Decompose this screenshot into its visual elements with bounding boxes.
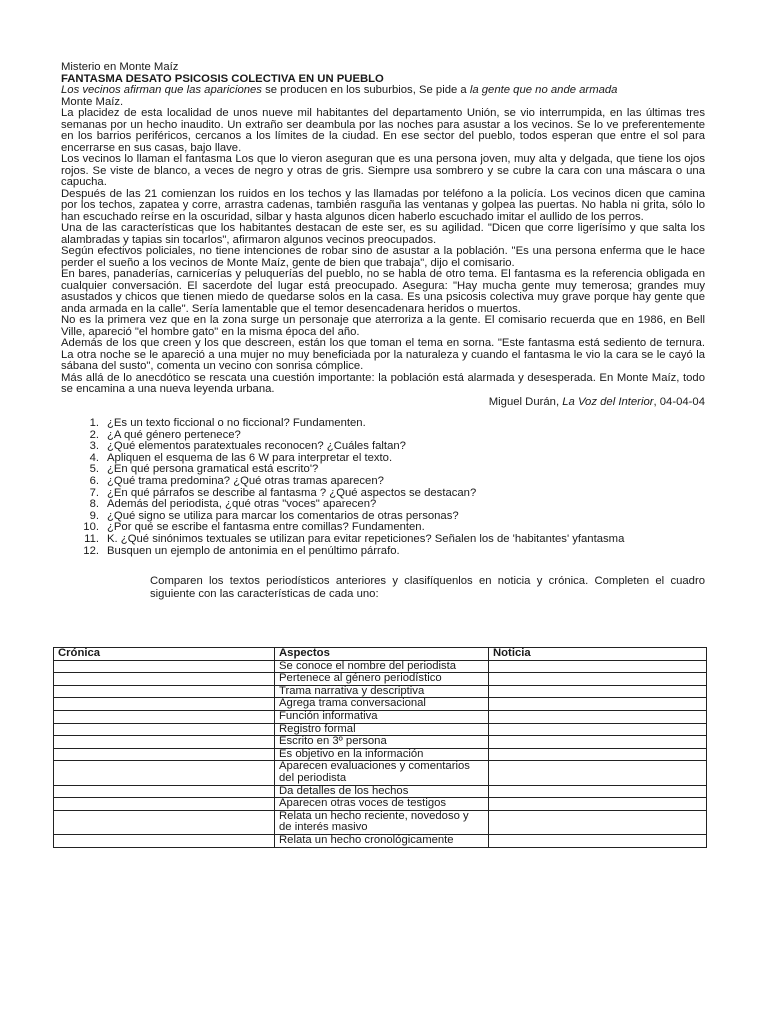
question-number: 1. bbox=[89, 417, 99, 429]
cronica-cell[interactable] bbox=[54, 698, 275, 711]
cronica-cell[interactable] bbox=[54, 810, 275, 834]
aspect-cell: Trama narrativa y descriptiva bbox=[275, 685, 489, 698]
aspect-cell: Aparecen otras voces de testigos bbox=[275, 798, 489, 811]
table-row bbox=[54, 660, 707, 673]
question-number: 4. bbox=[89, 451, 99, 464]
noticia-cell[interactable] bbox=[489, 685, 707, 698]
table-row bbox=[54, 736, 707, 749]
article-location: Monte Maíz. bbox=[61, 95, 124, 108]
question-text: ¿En qué persona gramatical está escrito'? bbox=[107, 463, 319, 476]
question-number: 10. bbox=[83, 521, 99, 534]
table-row bbox=[54, 798, 707, 811]
signature-author: Miguel Durán, bbox=[488, 395, 563, 408]
aspect-cell: Agrega trama conversacional bbox=[275, 698, 489, 711]
cronica-cell[interactable] bbox=[54, 834, 275, 847]
table-row bbox=[54, 785, 707, 798]
question-number: 3. bbox=[89, 440, 99, 453]
article-paragraph: No es la primera vez que en la zona surge un personaje que aterroriza a la gente. El comisario recuerda que en 1986, en Bell Ville, apareció "el hombre gato" en la misma época del año. bbox=[61, 314, 705, 338]
article-signature bbox=[61, 397, 705, 409]
question-item bbox=[61, 476, 705, 488]
article-subhead bbox=[61, 85, 705, 97]
table-instruction: Comparen los textos periodísticos anteriores y clasifíquenlos en noticia y crónica. Completen el cuadro siguiente con las características de cada uno: bbox=[150, 575, 705, 601]
question-text: ¿A qué género pertenece? bbox=[107, 428, 241, 441]
noticia-cell[interactable] bbox=[489, 673, 707, 686]
cronica-cell[interactable] bbox=[54, 673, 275, 686]
article-page bbox=[61, 62, 705, 601]
cronica-cell[interactable] bbox=[54, 748, 275, 761]
table-row bbox=[54, 685, 707, 698]
question-number: 11. bbox=[84, 532, 99, 545]
question-text: ¿Qué signo se utiliza para marcar los comentarios de otras personas? bbox=[107, 509, 459, 522]
question-number: 12. bbox=[83, 544, 99, 557]
aspect-cell: Escrito en 3º persona bbox=[275, 736, 489, 749]
signature-date: , 04-04-04 bbox=[653, 395, 705, 408]
cronica-cell[interactable] bbox=[54, 710, 275, 723]
subhead-part-b: se producen en los suburbios bbox=[261, 84, 413, 96]
noticia-cell[interactable] bbox=[489, 736, 707, 749]
question-number: 7. bbox=[89, 486, 99, 499]
noticia-cell[interactable] bbox=[489, 785, 707, 798]
article-paragraph: Más allá de lo anecdótico se rescata una cuestión importante: la población está alarmada y desesperada. En Monte Maíz, todo se encamina a una nueva leyenda urbana. bbox=[61, 371, 705, 395]
noticia-cell[interactable] bbox=[489, 810, 707, 834]
noticia-cell[interactable] bbox=[489, 834, 707, 847]
aspect-cell: Relata un hecho reciente, novedoso y de interés masivo bbox=[275, 810, 489, 834]
aspect-cell: Da detalles de los hechos bbox=[275, 785, 489, 798]
subhead-part-c: , Se pide a bbox=[412, 84, 470, 96]
question-text: ¿Qué trama predomina? ¿Qué otras tramas aparecen? bbox=[107, 474, 384, 487]
header-noticia: Noticia bbox=[489, 648, 707, 661]
question-text: Además del periodista, ¿qué otras "voces" aparecen? bbox=[107, 498, 377, 511]
question-text: Apliquen el esquema de las 6 W para interpretar el texto. bbox=[107, 451, 393, 464]
aspect-cell: Función informativa bbox=[275, 710, 489, 723]
aspect-cell: Pertenece al género periodístico bbox=[275, 673, 489, 686]
table-row bbox=[54, 748, 707, 761]
cronica-cell[interactable] bbox=[54, 736, 275, 749]
question-text: K. ¿Qué sinónimos textuales se utilizan para evitar repeticiones? Señalen los de 'habitantes' yfantasma bbox=[107, 532, 625, 545]
cronica-cell[interactable] bbox=[54, 798, 275, 811]
noticia-cell[interactable] bbox=[489, 798, 707, 811]
article-paragraph: Una de las características que los habitantes destacan de este ser, es su agilidad. "Dicen que corre ligerísimo y que salta los alambradas y tapias sin tocarlos", afirmaron algunos vecinos preocupados. bbox=[61, 222, 705, 246]
article-paragraph: Además de los que creen y los que descreen, están los que toman el tema en sorna. "Este fantasma está sediento de ternura. La otra noche se le apareció a una mujer no muy beneficiada por la naturaleza y cuando el fantasma le vio la cara se le cayó la sábana del susto", comenta un vecino con sonrisa cómplice. bbox=[61, 337, 705, 372]
subhead-part-d: la gente que no ande armada bbox=[469, 84, 618, 96]
cronica-cell[interactable] bbox=[54, 685, 275, 698]
noticia-cell[interactable] bbox=[489, 710, 707, 723]
table-row bbox=[54, 698, 707, 711]
table-row bbox=[54, 834, 707, 847]
cronica-cell[interactable] bbox=[54, 785, 275, 798]
article-paragraph: En bares, panaderías, carnicerías y peluquerías del pueblo, no se habla de otro tema. El fantasma es la referencia obligada en cualquier conversación. El sacerdote del lugar está preocupado. Asegura: "Hay mucha gente muy temerosa; grandes muy asustados y chicos que tienen miedo de quedarse solos en la casa. Es una psicosis colectiva muy grave porque hay gente que anda armada en la calle". Sería lamentable que el temor desencadenara heridos o muertos. bbox=[61, 268, 705, 315]
article-paragraph: Los vecinos lo llaman el fantasma Los que lo vieron aseguran que es una persona joven, muy alta y delgada, que tiene los ojos rojos. Se viste de blanco, a veces de negro y otras de gris. Siempre usa sombrero y se cubre la cara con una máscara o una capucha. bbox=[61, 153, 705, 188]
cronica-cell[interactable] bbox=[54, 761, 275, 785]
aspect-cell: Es objetivo en la información bbox=[275, 748, 489, 761]
article-headline: FANTASMA DESATO PSICOSIS COLECTIVA EN UN PUEBLO bbox=[61, 72, 384, 85]
question-text: ¿Es un texto ficcional o no ficcional? Fundamenten. bbox=[107, 417, 366, 429]
question-text: ¿Por qué se escribe el fantasma entre comillas? Fundamenten. bbox=[107, 521, 425, 534]
table-row bbox=[54, 761, 707, 785]
cronica-cell[interactable] bbox=[54, 660, 275, 673]
header-aspectos: Aspectos bbox=[275, 648, 489, 661]
aspect-cell: Registro formal bbox=[275, 723, 489, 736]
question-item bbox=[61, 418, 705, 430]
article-paragraph: Según efectivos policiales, no tiene intenciones de robar sino de asustar a la población. "Es una persona enferma que le hace perder el sueño a los vecinos de Monte Maíz, gente de bien que trabaja", dijo el comisario. bbox=[61, 245, 705, 269]
aspect-cell: Aparecen evaluaciones y comentarios del periodista bbox=[275, 761, 489, 785]
aspect-cell: Relata un hecho cronológicamente bbox=[275, 834, 489, 847]
table-row bbox=[54, 810, 707, 834]
question-number: 9. bbox=[89, 509, 99, 522]
question-text: ¿En qué párrafos se describe al fantasma ? ¿Qué aspectos se destacan? bbox=[107, 486, 477, 499]
question-item bbox=[61, 499, 705, 511]
noticia-cell[interactable] bbox=[489, 698, 707, 711]
question-number: 6. bbox=[89, 474, 99, 487]
question-number: 8. bbox=[89, 498, 99, 511]
comparison-table bbox=[53, 647, 707, 848]
table-row bbox=[54, 673, 707, 686]
question-text: Busquen un ejemplo de antonimia en el penúltimo párrafo. bbox=[107, 544, 400, 557]
noticia-cell[interactable] bbox=[489, 761, 707, 785]
noticia-cell[interactable] bbox=[489, 748, 707, 761]
article-paragraph: Después de las 21 comienzan los ruidos en los techos y las llamadas por teléfono a la policía. Los vecinos dicen que camina por los techos, zapatea y corre, arrastra cadenas, también rasguña las ventanas y golpea las puertas. No habla ni grita, sólo lo han escuchado reírse en la oscuridad, silbar y hasta algunos dicen haberlo escuchado imitar el aullido de los perros. bbox=[61, 187, 705, 223]
cronica-cell[interactable] bbox=[54, 723, 275, 736]
header-cronica: Crónica bbox=[54, 648, 275, 661]
question-item bbox=[61, 546, 705, 558]
article-kicker: Misterio en Monte Maíz bbox=[61, 61, 179, 73]
table-header-row bbox=[54, 648, 707, 661]
table-row bbox=[54, 710, 707, 723]
signature-source: La Voz del Interior bbox=[562, 395, 654, 408]
subhead-part-a: Los vecinos afirman que las apariciones bbox=[61, 84, 262, 96]
question-number: 2. bbox=[89, 428, 99, 441]
noticia-cell[interactable] bbox=[489, 723, 707, 736]
question-number: 5. bbox=[89, 463, 99, 476]
article-paragraph: La placidez de esta localidad de unos nueve mil habitantes del departamento Unión, se vio interrumpida, en las últimas tres semanas por un hecho inaudito. Un extraño ser deambula por las noches para asustar a los vecinos. Se lo ve preferentemente en los barrios periféricos, cercanos a los límites de la ciudad. En ese sector del pueblo, todos esperan que entre el sol para encerrarse en sus casas, bajo llave. bbox=[61, 107, 705, 154]
question-item bbox=[61, 534, 705, 546]
table-row bbox=[54, 723, 707, 736]
question-list bbox=[61, 418, 705, 557]
question-text: ¿Qué elementos paratextuales reconocen? ¿Cuáles faltan? bbox=[107, 440, 406, 453]
noticia-cell[interactable] bbox=[489, 660, 707, 673]
aspect-cell: Se conoce el nombre del periodista bbox=[275, 660, 489, 673]
